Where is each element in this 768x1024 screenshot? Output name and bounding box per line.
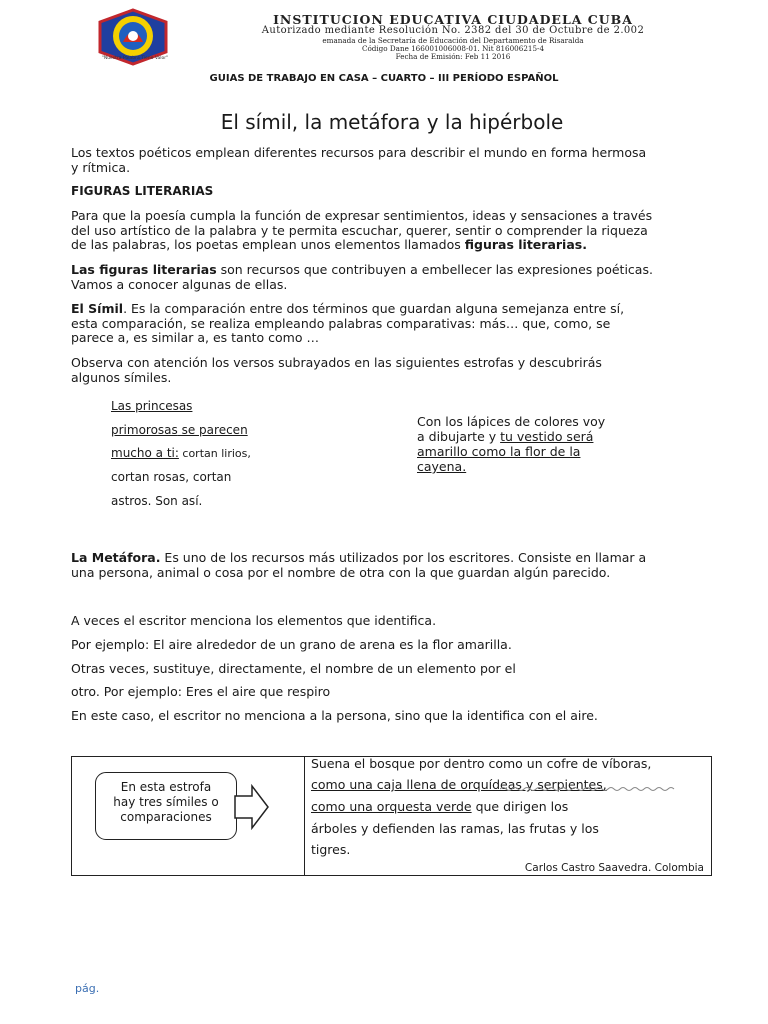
intro-paragraph — [71, 146, 711, 175]
callout-line: hay tres símiles o — [113, 795, 219, 809]
example-line: Otras veces, sustituye, directamente, el nombre de un elemento por el — [71, 661, 516, 676]
metafora-paragraph — [71, 551, 711, 580]
intro-line: y rítmica. — [71, 159, 131, 175]
para-line: del uso artístico de la palabra y te permita escuchar, querer, sentir o comprender la riqueza — [71, 222, 648, 238]
para-line — [71, 263, 711, 278]
para-line: algunos símiles. — [71, 369, 172, 385]
poem-right-line: cayena. — [417, 459, 467, 474]
callout-line: comparaciones — [120, 810, 212, 824]
poem-text: cortan lirios, — [178, 447, 251, 460]
table-poem-line: árboles y defienden las ramas, las frutas y los — [311, 821, 599, 836]
underline-squiggle — [500, 786, 680, 792]
authorization-line: Autorizado mediante Resolución No. 2382 del 30 de Octubre de 2.002 — [261, 25, 645, 36]
emanated-line: emanada de la Secretaría de Educación del Departamento de Risaralda — [322, 36, 584, 45]
poem-left-line: cortan rosas, cortan — [111, 470, 232, 484]
table-poem-line: Suena el bosque por dentro como un cofre de víboras, — [311, 756, 652, 771]
figuras-heading: FIGURAS LITERARIAS — [71, 184, 214, 198]
example-line: A veces el escritor menciona los elementos que identifica. — [71, 613, 437, 628]
page-title: El símil, la metáfora y la hipérbole — [220, 110, 564, 134]
table-poem-line — [311, 799, 568, 814]
para-line: esta comparación, se realiza empleando palabras comparativas: más… que, como, se — [71, 315, 611, 331]
poem-text: a dibujarte y — [417, 429, 501, 444]
poem-right-line — [417, 429, 630, 444]
page-number: pág. — [75, 982, 100, 995]
example-line: Por ejemplo: El aire alrededor de un grano de arena es la flor amarilla. — [71, 637, 512, 652]
poem-left-line — [111, 446, 251, 460]
para-figuras — [71, 209, 711, 253]
metafora-term: La Metáfora. — [71, 550, 161, 565]
observa-paragraph — [71, 356, 711, 385]
table-divider — [304, 756, 305, 876]
para-text: son recursos que contribuyen a embellecer las expresiones poéticas. — [216, 262, 653, 277]
poem-left-line: Las princesas — [111, 399, 193, 413]
logo-slogan: "Nuestra Palabra Tiene Valor" — [101, 56, 169, 61]
para-text: Es uno de los recursos más utilizados por los escritores. Consiste en llamar a — [160, 550, 647, 565]
poem-underlined: como una orquesta verde — [311, 799, 472, 814]
table-poem-line: tigres. — [311, 842, 351, 857]
callout-line: En esta estrofa — [120, 780, 212, 794]
para-line: Para que la poesía cumpla la función de expresar sentimientos, ideas y sensaciones a través — [71, 208, 653, 223]
poem-left-line: astros. Son así. — [111, 494, 203, 508]
guide-title: GUIAS DE TRABAJO EN CASA – CUARTO – III PERÍODO ESPAÑOL — [209, 73, 559, 84]
poem-right — [417, 414, 630, 474]
para-line: una persona, animal o cosa por el nombre de otra con la que guardan algún parecido. — [71, 564, 611, 580]
dane-code: Código Dane 166001006008-01. Nit 816006215-4 — [361, 44, 545, 53]
right-arrow-icon — [234, 784, 270, 830]
poem-underlined: primorosas — [111, 423, 178, 437]
intro-line: Los textos poéticos emplean diferentes recursos para describir el mundo en forma hermosa — [71, 145, 647, 160]
poem-left-line — [111, 423, 248, 437]
para-line — [71, 238, 711, 253]
para-figuras-literarias — [71, 263, 711, 292]
institution-name: INSTITUCION EDUCATIVA CIUDADELA CUBA — [273, 12, 633, 27]
poem-right-line: Con los lápices de colores voy — [417, 414, 606, 429]
callout-text — [97, 780, 235, 825]
example-line: otro. Por ejemplo: Eres el aire que respiro — [71, 684, 331, 699]
para-line: Vamos a conocer algunas de ellas. — [71, 276, 288, 292]
simil-term: El Símil — [71, 301, 124, 316]
simil-paragraph — [71, 302, 711, 346]
para-bold: figuras literarias. — [464, 237, 587, 252]
poem-text: que dirigen los — [471, 799, 569, 814]
table-poem-line: como una caja llena de orquídeas y serpientes, — [311, 777, 607, 792]
para-line — [71, 302, 711, 317]
para-line: parece a, es similar a, es tanto como … — [71, 330, 319, 345]
example-line: En este caso, el escritor no menciona a la persona, sino que la identifica con el aire. — [71, 708, 598, 723]
issue-date: Fecha de Emisión: Feb 11 2016 — [395, 52, 511, 61]
poem-author: Carlos Castro Saavedra. Colombia — [524, 862, 704, 874]
para-line: Observa con atención los versos subrayados en las siguientes estrofas y descubrirás — [71, 355, 602, 370]
para-text: de las palabras, los poetas emplean unos elementos llamados — [71, 237, 465, 252]
para-text: . Es la comparación entre dos términos que guardan alguna semejanza entre sí, — [123, 301, 625, 316]
poem-underlined: se parecen — [177, 423, 248, 437]
para-bold: Las figuras literarias — [71, 262, 217, 277]
para-line — [71, 551, 711, 566]
poem-underlined: mucho a ti: — [111, 446, 179, 460]
poem-underlined: tu vestido será — [500, 429, 594, 444]
poem-right-line: amarillo como la flor de la — [417, 444, 581, 459]
